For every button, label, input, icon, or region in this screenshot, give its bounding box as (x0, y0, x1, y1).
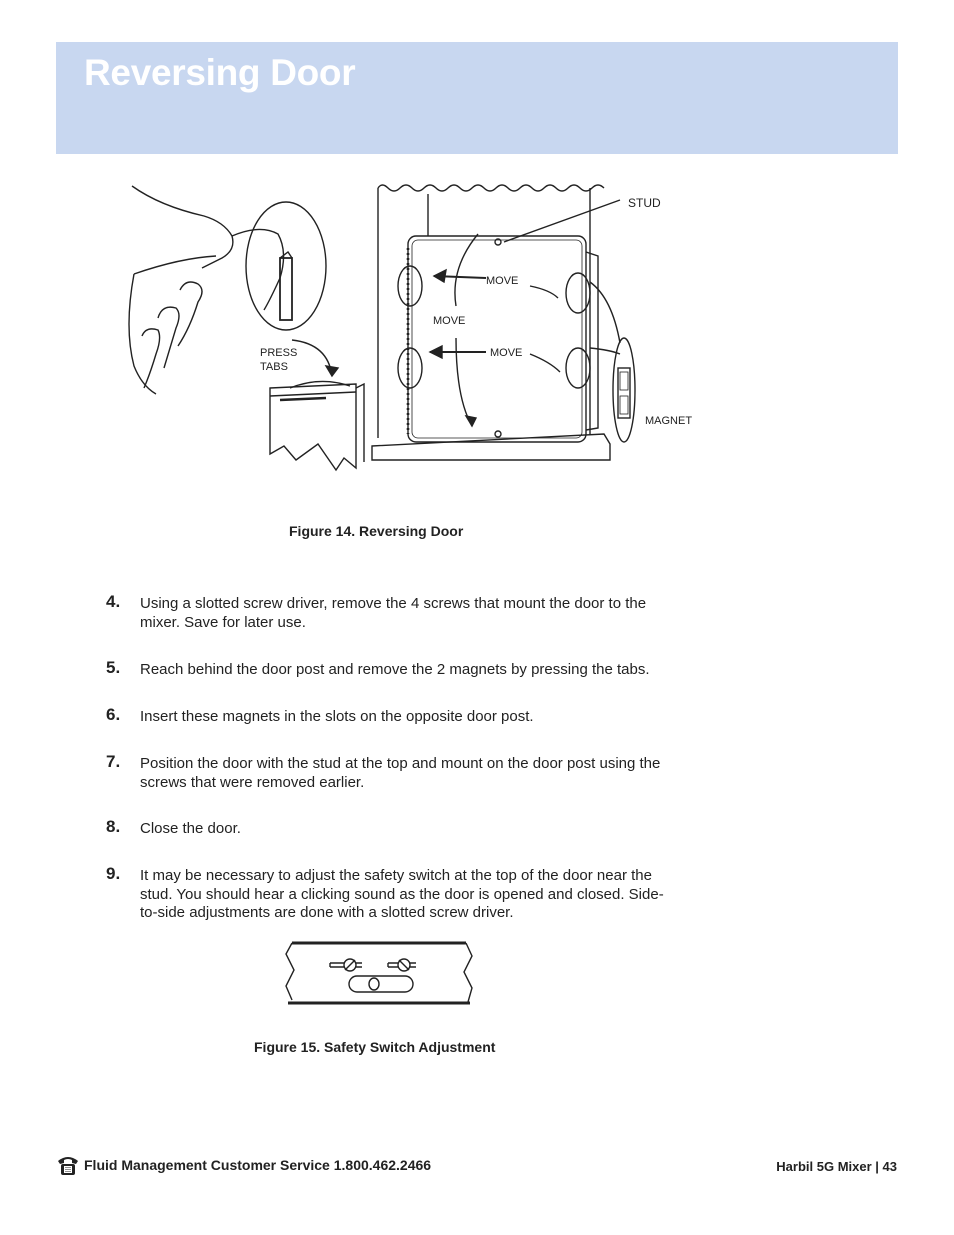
footer-page-label: Harbil 5G Mixer | 43 (776, 1159, 897, 1174)
telephone-icon (56, 1154, 80, 1176)
step-number: 5. (106, 658, 121, 677)
label-move-left: MOVE (433, 315, 466, 327)
step-text: It may be necessary to adjust the safety switch at the top of the door near the stud. You should hear a clicking sound as the door is opened and closed. Side- to-side adjustments are done with a slotted screw driver. (140, 867, 664, 921)
step-text: Reach behind the door post and remove the 2 magnets by pressing the tabs. (140, 661, 650, 678)
figure-15-caption: Figure 15. Safety Switch Adjustment (254, 1039, 496, 1055)
figure-14-caption: Figure 14. Reversing Door (289, 523, 464, 539)
label-press-tabs-2: TABS (260, 361, 288, 373)
step-text: Position the door with the stud at the top and mount on the door post using the screws that were removed earlier. (140, 755, 661, 791)
label-move-bottom: MOVE (490, 347, 523, 359)
step-text: Insert these magnets in the slots on the opposite door post. (140, 708, 534, 725)
footer-service-text: Fluid Management Customer Service 1.800.462.2466 (84, 1157, 432, 1173)
label-move-top: MOVE (486, 275, 519, 287)
step-number: 9. (106, 864, 121, 883)
step-number: 7. (106, 752, 121, 771)
step-number: 8. (106, 817, 121, 836)
label-stud: STUD (628, 196, 661, 210)
footer-service (56, 1153, 431, 1177)
step-number: 6. (106, 705, 121, 724)
step-text: Close the door. (140, 820, 241, 837)
label-press-tabs-1: PRESS (260, 347, 298, 359)
label-magnet: MAGNET (645, 415, 693, 427)
step-text: Using a slotted screw driver, remove the 4 screws that mount the door to the mixer. Save for later use. (140, 595, 647, 631)
reversing-door-figure (120, 178, 710, 490)
safety-switch-figure (282, 938, 478, 1008)
page-title: Reversing Door (84, 52, 356, 93)
step-number: 4. (106, 592, 121, 611)
header-band (56, 42, 898, 154)
